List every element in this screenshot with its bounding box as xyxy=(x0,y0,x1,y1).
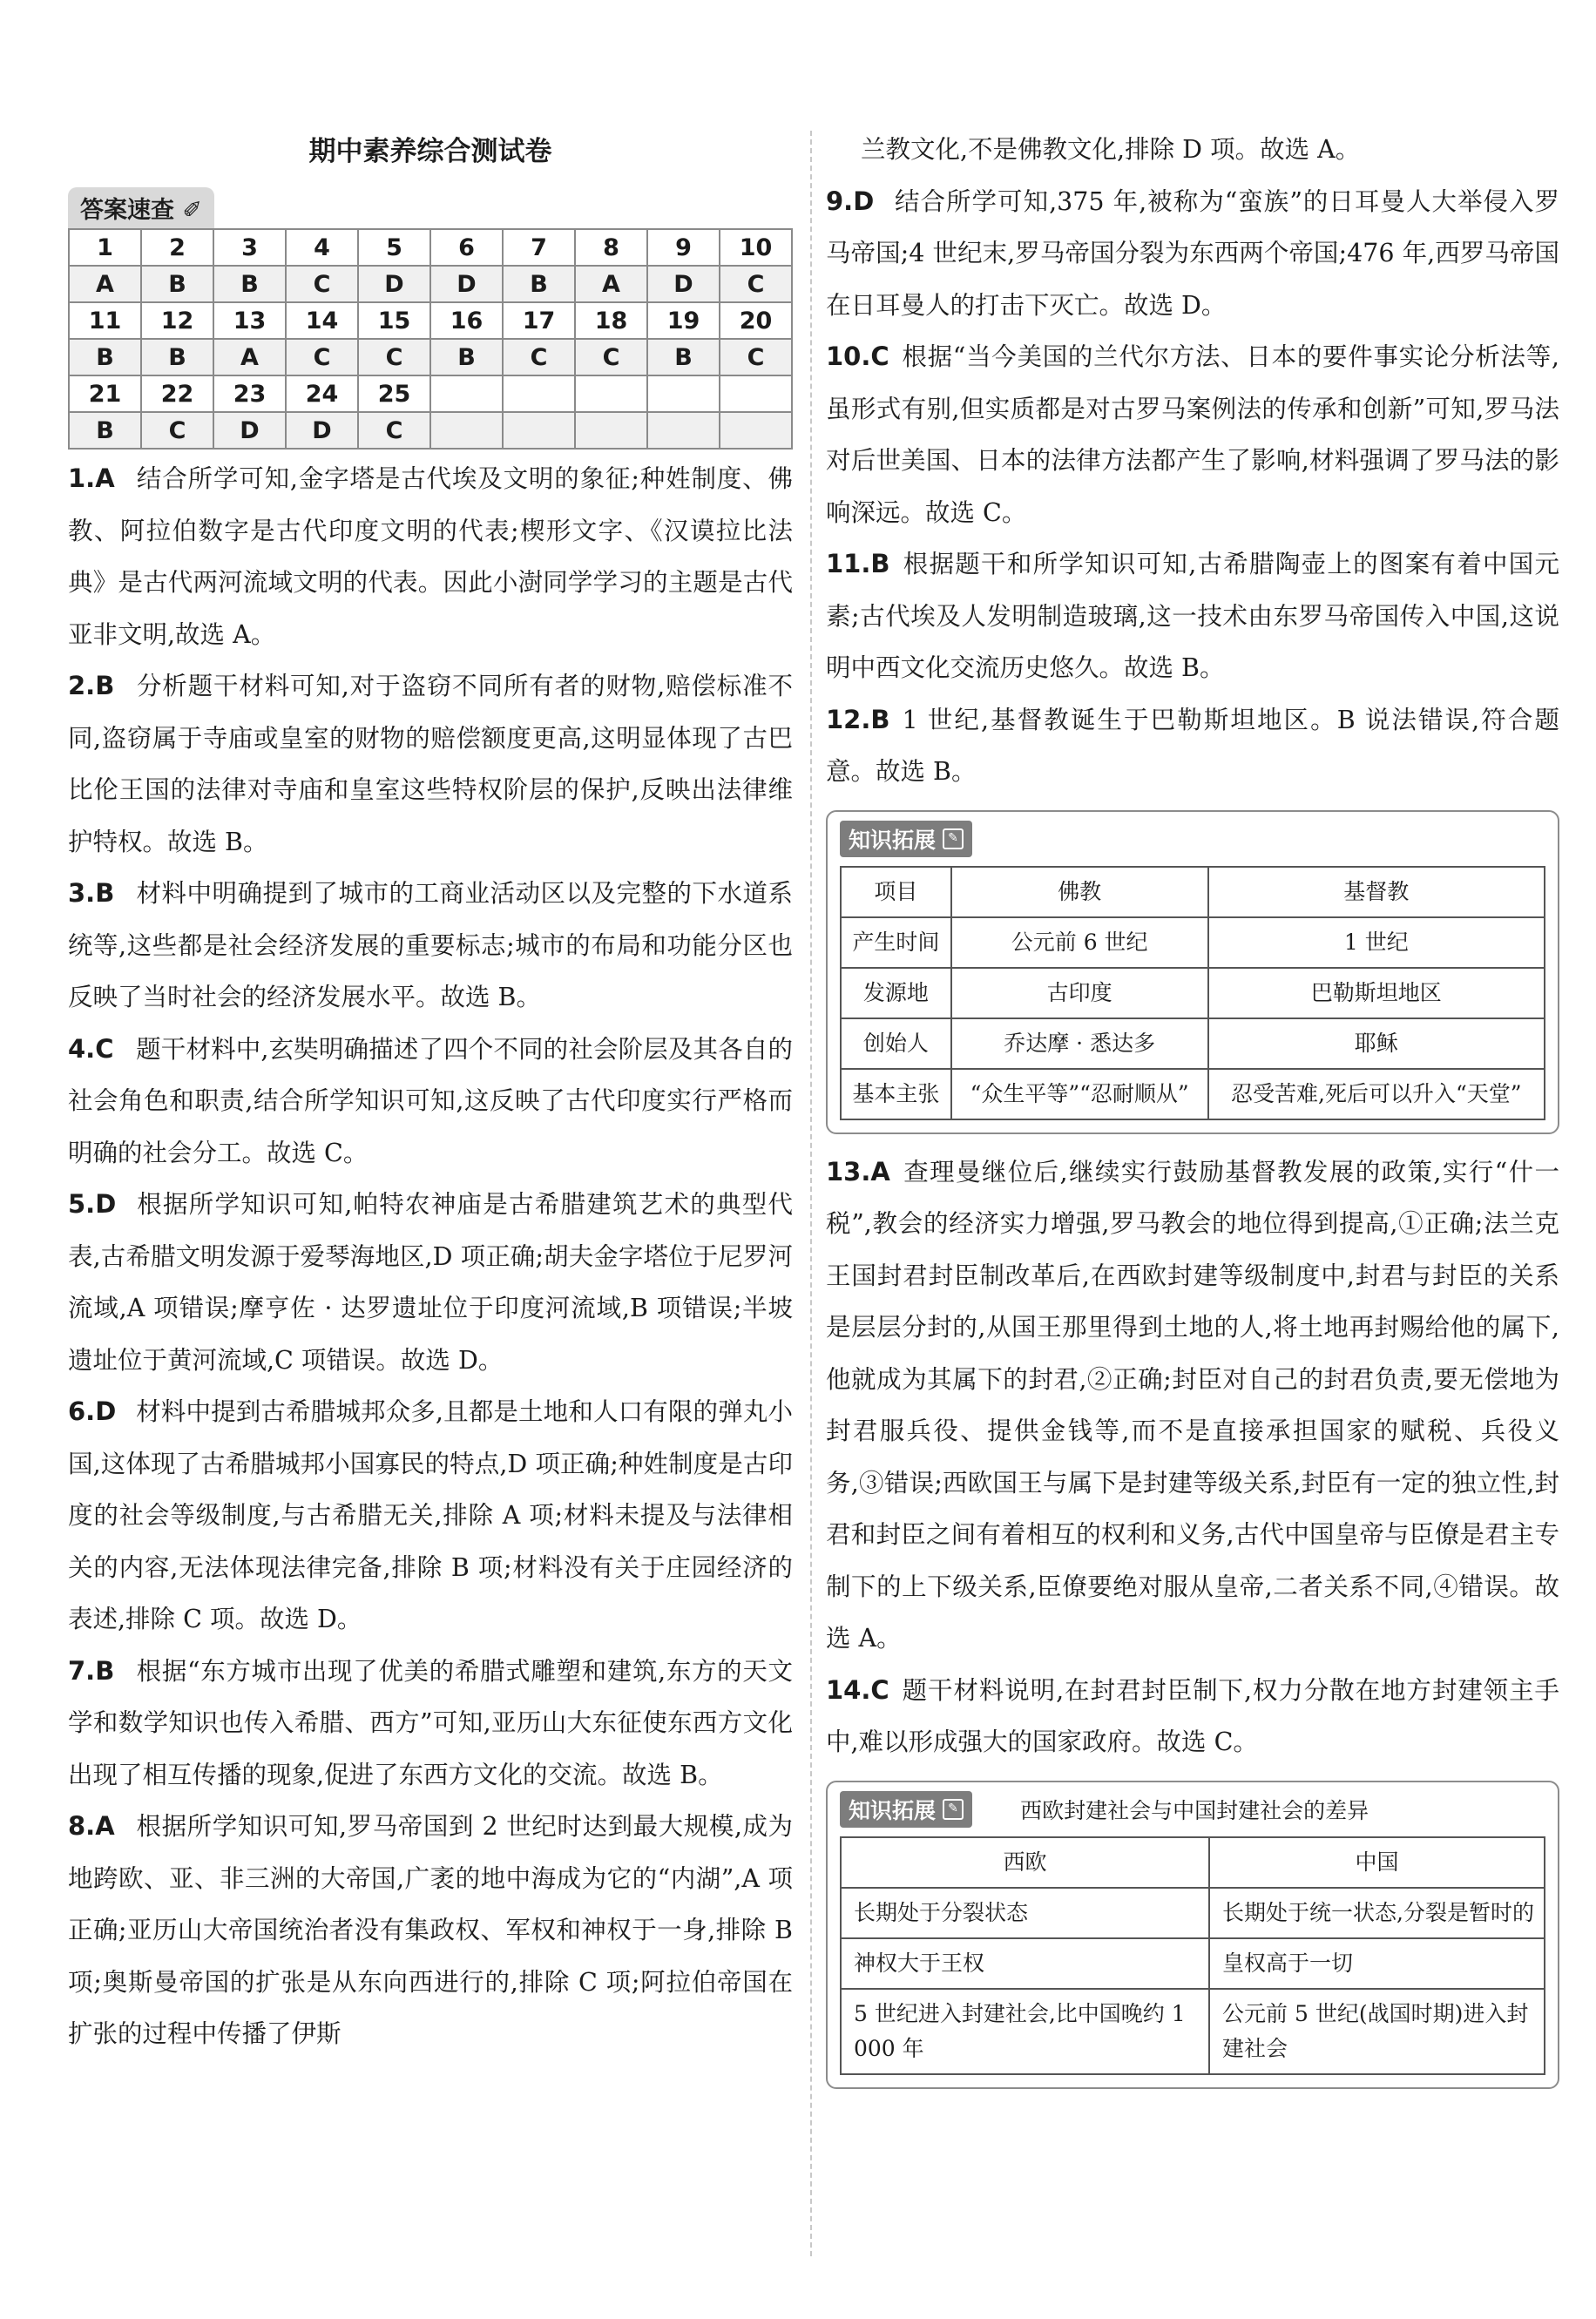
explanation-text: 根据“东方城市出现了优美的希腊式雕塑和建筑,东方的天文学和数学知识也传入希腊、西方”可知,亚历山大东征使东西方文化出现了相互传播的现象,促进了东西方文化的交流。故选 B。 xyxy=(68,1656,793,1789)
table-row xyxy=(841,1938,1545,1989)
question-number: 7.B xyxy=(68,1655,115,1686)
answer-cell: D xyxy=(213,412,286,449)
answer-cell: B xyxy=(647,339,720,375)
knowledge-badge-1 xyxy=(840,821,972,857)
answer-cell: C xyxy=(358,339,430,375)
knowledge-box-1 xyxy=(826,810,1559,1134)
question-number: 6.D xyxy=(68,1396,117,1426)
answer-cell: C xyxy=(286,266,358,302)
question-number: 11.B xyxy=(826,549,890,578)
question-number: 10.C xyxy=(826,341,889,371)
table-cell: 神权大于王权 xyxy=(841,1938,1209,1989)
answer-cell: D xyxy=(430,266,503,302)
answer-cell xyxy=(647,375,720,412)
table-cell: 耶稣 xyxy=(1208,1018,1545,1069)
table-cell: 长期处于统一状态,分裂是暂时的 xyxy=(1209,1888,1545,1938)
table-header-row xyxy=(841,867,1545,917)
answer-cell: B xyxy=(503,266,575,302)
answer-cell: 7 xyxy=(503,229,575,266)
answer-explanation xyxy=(68,1179,793,1386)
answer-cell xyxy=(647,412,720,449)
table-cell: 创始人 xyxy=(841,1018,951,1069)
answer-key xyxy=(68,187,793,450)
explanation-text: 结合所学可知,375 年,被称为“蛮族”的日耳曼人大举侵入罗马帝国;4 世纪末,罗马帝国分裂为东西两个帝国;476 年,西罗马帝国在日耳曼人的打击下灭亡。故选 D。 xyxy=(826,186,1559,320)
table-cell: 公元前 5 世纪(战国时期)进入封建社会 xyxy=(1209,1989,1545,2074)
right-questions-a xyxy=(826,176,1559,798)
answer-cell xyxy=(430,375,503,412)
answer-cell xyxy=(503,412,575,449)
answer-explanation xyxy=(68,1801,793,2060)
explanation-text: 材料中提到古希腊城邦众多,且都是土地和人口有限的弹丸小国,这体现了古希腊城邦小国寡民的特点,D 项正确;种姓制度是古印度的社会等级制度,与古希腊无关,排除 A 项;材料未提及与法律相关的内容,无法体现法律完备,排除 B 项;材料没有关于庄园经济的表述,排除 C 项。故选 D。 xyxy=(68,1397,793,1633)
explanation-text: 分析题干材料可知,对于盗窃不同所有者的财物,赔偿标准不同,盗窃属于寺庙或皇室的财物的赔偿额度更高,这明显体现了古巴比伦王国的法律对寺庙和皇室这些特权阶层的保护,反映出法律维护特权。故选 B。 xyxy=(68,672,793,856)
answer-explanation xyxy=(826,694,1559,798)
answer-cell: 3 xyxy=(213,229,286,266)
answer-cell: 17 xyxy=(503,302,575,339)
answer-cell: A xyxy=(69,266,141,302)
explanation-text: 根据所学知识可知,罗马帝国到 2 世纪时达到最大规模,成为地跨欧、亚、非三洲的大帝国,广袤的地中海成为它的“内湖”,A 项正确;亚历山大帝国统治者没有集政权、军权和神权于一身,排除 B 项;奥斯曼帝国的扩张是从东向西进行的,排除 C 项;阿拉伯帝国在扩张的过程中传播了伊斯 xyxy=(68,1812,793,2048)
answer-cell: C xyxy=(720,266,792,302)
answer-cell xyxy=(575,412,647,449)
answer-explanation xyxy=(68,868,793,1024)
table-cell: 忍受苦难,死后可以升入“天堂” xyxy=(1208,1069,1545,1119)
answer-letter-row xyxy=(69,339,792,375)
answer-explanation xyxy=(68,1386,793,1646)
answer-cell: D xyxy=(286,412,358,449)
answer-cell xyxy=(720,375,792,412)
answer-cell: D xyxy=(647,266,720,302)
table-cell: 1 世纪 xyxy=(1208,917,1545,968)
answer-cell: 1 xyxy=(69,229,141,266)
knowledge-table-1 xyxy=(840,866,1545,1120)
answer-cell: 11 xyxy=(69,302,141,339)
answer-explanation xyxy=(68,1646,793,1802)
answer-cell: C xyxy=(503,339,575,375)
answer-cell: 13 xyxy=(213,302,286,339)
answer-number-row xyxy=(69,302,792,339)
knowledge-title-2: 西欧封建社会与中国封建社会的差异 xyxy=(1020,1797,1369,1823)
answer-cell: 16 xyxy=(430,302,503,339)
answer-cell: 19 xyxy=(647,302,720,339)
knowledge-box-2 xyxy=(826,1781,1559,2089)
left-questions xyxy=(68,453,793,2060)
answer-explanation xyxy=(826,331,1559,538)
table-header-cell: 基督教 xyxy=(1208,867,1545,917)
answer-cell: 2 xyxy=(141,229,213,266)
answer-cell: 25 xyxy=(358,375,430,412)
answer-explanation xyxy=(68,660,793,868)
knowledge-badge-text: 知识拓展 xyxy=(849,1797,937,1823)
answer-cell: D xyxy=(358,266,430,302)
table-cell: 5 世纪进入封建社会,比中国晚约 1 000 年 xyxy=(841,1989,1209,2074)
answer-key-table xyxy=(68,228,793,450)
answer-cell: B xyxy=(213,266,286,302)
table-row xyxy=(841,1069,1545,1119)
answer-cell: 4 xyxy=(286,229,358,266)
table-cell: 皇权高于一切 xyxy=(1209,1938,1545,1989)
answer-explanation xyxy=(826,1146,1559,1665)
table-row xyxy=(841,1018,1545,1069)
explanation-text: 题干材料说明,在封君封臣制下,权力分散在地方封建领主手中,难以形成强大的国家政府。故选 C。 xyxy=(826,1675,1559,1756)
answer-cell: B xyxy=(141,339,213,375)
left-column xyxy=(68,113,793,2060)
table-row xyxy=(841,917,1545,968)
question-number: 9.D xyxy=(826,186,875,216)
explanation-text: 1 世纪,基督教诞生于巴勒斯坦地区。B 说法错误,符合题意。故选 B。 xyxy=(826,705,1559,786)
answer-key-label-text: 答案速查 xyxy=(80,197,174,224)
column-divider xyxy=(810,131,812,2256)
answer-cell: C xyxy=(358,412,430,449)
answer-cell: B xyxy=(430,339,503,375)
answer-explanation xyxy=(826,176,1559,332)
question-number: 2.B xyxy=(68,671,115,700)
table-row xyxy=(841,1989,1545,2074)
question-number: 5.D xyxy=(68,1189,117,1219)
table-header-row xyxy=(841,1837,1545,1888)
page-title: 期中素养综合测试卷 xyxy=(308,136,552,167)
answer-letter-row xyxy=(69,412,792,449)
answer-cell: B xyxy=(69,339,141,375)
answer-cell: C xyxy=(286,339,358,375)
answer-explanation xyxy=(68,453,793,660)
answer-cell xyxy=(430,412,503,449)
answer-cell: 24 xyxy=(286,375,358,412)
right-questions-b xyxy=(826,1146,1559,1768)
answer-explanation xyxy=(826,538,1559,694)
table-header-cell: 中国 xyxy=(1209,1837,1545,1888)
answer-cell: 8 xyxy=(575,229,647,266)
question-number: 8.A xyxy=(68,1811,115,1841)
answer-cell: A xyxy=(213,339,286,375)
question-number: 14.C xyxy=(826,1674,889,1705)
table-header-cell: 项目 xyxy=(841,867,951,917)
table-cell: 产生时间 xyxy=(841,917,951,968)
answer-cell xyxy=(575,375,647,412)
table-row xyxy=(841,968,1545,1018)
answer-number-row xyxy=(69,375,792,412)
table-cell: 长期处于分裂状态 xyxy=(841,1888,1209,1938)
question-number: 13.A xyxy=(826,1156,890,1187)
pen-icon: ✎ xyxy=(943,1799,964,1820)
answer-cell: B xyxy=(69,412,141,449)
answer-cell xyxy=(720,412,792,449)
answer-cell: 23 xyxy=(213,375,286,412)
answer-explanation xyxy=(68,1024,793,1180)
knowledge-table-2 xyxy=(840,1836,1545,2075)
question-number: 1.A xyxy=(68,463,115,493)
answer-cell: 10 xyxy=(720,229,792,266)
answer-cell: 22 xyxy=(141,375,213,412)
table-row xyxy=(841,1888,1545,1938)
knowledge-badge-text: 知识拓展 xyxy=(849,827,937,853)
answer-cell: C xyxy=(720,339,792,375)
answer-letter-row xyxy=(69,266,792,302)
explanation-text: 根据所学知识可知,帕特农神庙是古希腊建筑艺术的典型代表,古希腊文明发源于爱琴海地区,D 项正确;胡夫金字塔位于尼罗河流域,A 项错误;摩亨佐 · 达罗遗址位于印度河流域,B 项错误;半坡遗址位于黄河流域,C 项错误。故选 D。 xyxy=(68,1190,793,1375)
answer-cell: C xyxy=(141,412,213,449)
answer-cell: 21 xyxy=(69,375,141,412)
answer-cell: B xyxy=(141,266,213,302)
question-number: 3.B xyxy=(68,878,115,908)
answer-cell: 5 xyxy=(358,229,430,266)
explanation-text: 题干材料中,玄奘明确描述了四个不同的社会阶层及其各自的社会角色和职责,结合所学知识可知,这反映了古代印度实行严格而明确的社会分工。故选 C。 xyxy=(68,1034,793,1167)
table-cell: 发源地 xyxy=(841,968,951,1018)
answer-cell: 14 xyxy=(286,302,358,339)
answer-cell: 15 xyxy=(358,302,430,339)
table-cell: 基本主张 xyxy=(841,1069,951,1119)
question-number: 4.C xyxy=(68,1033,114,1064)
explanation-text: 查理曼继位后,继续实行鼓励基督教发展的政策,实行“什一税”,教会的经济实力增强,罗马教会的地位得到提高,①正确;法兰克王国封君封臣制改革后,在西欧封建等级制度中,封君与封臣的关系是层层分封的,从国王那里得到土地的人,将土地再封赐给他的属下,他就成为其属下的封君,②正确;封臣对自己的封君负责,要无偿地为封君服兵役、提供金钱等,而不是直接承担国家的赋税、兵役义务,③错误;西欧国王与属下是封建等级关系,封臣有一定的独立性,封君和封臣之间有着相互的权利和义务,古代中国皇帝与臣僚是君主专制下的上下级关系,臣僚要绝对服从皇帝,二者关系不同,④错误。故选 A。 xyxy=(826,1157,1559,1653)
answer-cell: 9 xyxy=(647,229,720,266)
table-cell: 巴勒斯坦地区 xyxy=(1208,968,1545,1018)
answer-cell: C xyxy=(575,339,647,375)
answer-cell: A xyxy=(575,266,647,302)
continuation-text: 兰教文化,不是佛教文化,排除 D 项。故选 A。 xyxy=(861,135,1361,164)
answer-key-label xyxy=(68,187,214,228)
explanation-text: 材料中明确提到了城市的工商业活动区以及完整的下水道系统等,这些都是社会经济发展的重要标志;城市的布局和功能分区也反映了当时社会的经济发展水平。故选 B。 xyxy=(68,879,793,1011)
explanation-text: 根据“当今美国的兰代尔方法、日本的要件事实论分析法等,虽形式有别,但实质都是对古罗马案例法的传承和创新”可知,罗马法对后世美国、日本的法律方法都产生了影响,材料强调了罗马法的影响深远。故选 C。 xyxy=(826,342,1559,527)
knowledge-badge-2 xyxy=(840,1791,972,1828)
explanation-text: 根据题干和所学知识可知,古希腊陶壶上的图案有着中国元素;古代埃及人发明制造玻璃,这一技术由东罗马帝国传入中国,这说明中西文化交流历史悠久。故选 B。 xyxy=(826,550,1559,682)
table-cell: 乔达摩 · 悉达多 xyxy=(951,1018,1208,1069)
answer-cell: 6 xyxy=(430,229,503,266)
pen-icon: ✐ xyxy=(182,197,203,224)
table-cell: 古印度 xyxy=(951,968,1208,1018)
pen-icon: ✎ xyxy=(943,828,964,849)
answer-cell: 18 xyxy=(575,302,647,339)
table-cell: “众生平等”“忍耐顺从” xyxy=(951,1069,1208,1119)
answer-explanation xyxy=(826,1665,1559,1768)
table-cell: 公元前 6 世纪 xyxy=(951,917,1208,968)
explanation-text: 结合所学可知,金字塔是古代埃及文明的象征;种姓制度、佛教、阿拉伯数字是古代印度文明的代表;楔形文字、《汉谟拉比法典》是古代两河流域文明的代表。因此小澍同学学习的主题是古代亚非文明,故选 A。 xyxy=(68,464,793,649)
table-header-cell: 佛教 xyxy=(951,867,1208,917)
table-header-cell: 西欧 xyxy=(841,1837,1209,1888)
answer-cell: 20 xyxy=(720,302,792,339)
answer-cell xyxy=(503,375,575,412)
answer-cell: 12 xyxy=(141,302,213,339)
question-number: 12.B xyxy=(826,704,890,734)
right-column xyxy=(826,124,1559,2101)
answer-number-row xyxy=(69,229,792,266)
